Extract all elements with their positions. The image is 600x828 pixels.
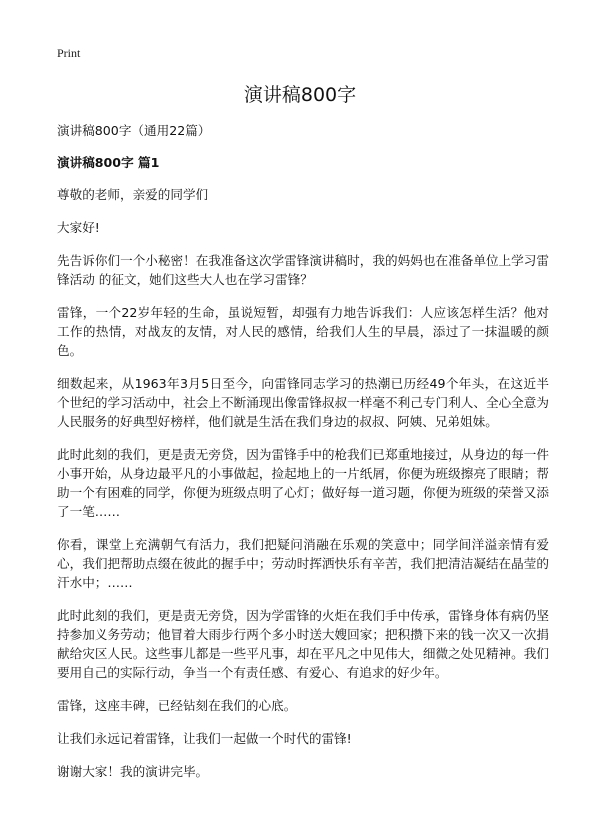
- paragraph: 雷锋，这座丰碑，已经钻刻在我们的心底。: [57, 698, 297, 713]
- paragraph: 先告诉你们一个小秘密！在我准备这次学雷锋演讲稿时，我的妈妈也在准备单位上学习雷锋活动 的征文，她们这些大人也在学习雷锋？: [57, 253, 549, 287]
- document-subtitle: 演讲稿800字（通用22篇）: [57, 123, 211, 138]
- closing: 谢谢大家！我的演讲完毕。: [57, 764, 209, 779]
- article-heading: 演讲稿800字 篇1: [57, 155, 160, 170]
- paragraph: 让我们永远记着雷锋，让我们一起做一个时代的雷锋!: [57, 731, 352, 746]
- greeting: 大家好!: [57, 220, 100, 235]
- paragraph: 你看，课堂上充满朝气有活力，我们把疑问消融在乐观的笑意中；同学间洋溢亲情有爱心，我们把帮助点缀在彼此的握手中；劳动时挥洒快乐有辛苦，我们把清洁凝结在晶莹的汗水中；……: [57, 537, 549, 590]
- document-body: [57, 121, 549, 795]
- paragraph: 此时此刻的我们，更是责无旁贷，因为学雷锋的火炬在我们手中传承，雷锋身体有病仍坚持参加义务劳动；他冒着大雨步行两个多小时送大嫂回家；把积攒下来的钱一次又一次捐献给灾区人民。这些事儿都是一些平凡事，却在平凡之中见伟大，细微之处见精神。我们要用自己的实际行动，争当一个有责任感、有爱心、有追求的好少年。: [57, 608, 549, 680]
- paragraph: 细数起来，从1963年3月5日至今，向雷锋同志学习的热潮已历经49个年头，在这近半个世纪的学习活动中，社会上不断涌现出像雷锋叔叔一样毫不利己专门利人、全心全意为人民服务的好典型好榜样，他们就是生活在我们身边的叔叔、阿姨、兄弟姐妹。: [57, 376, 549, 429]
- paragraph: 此时此刻的我们，更是责无旁贷，因为雷锋手中的枪我们已郑重地接过，从身边的每一件小事开始，从身边最平凡的小事做起，捡起地上的一片纸屑，你便为班级擦亮了眼睛；帮助一个有困难的同学，你便为班级点明了心灯；做好每一道习题，你便为班级的荣誉又添了一笔……: [57, 447, 549, 519]
- page-title: 演讲稿800字: [243, 84, 357, 106]
- salutation: 尊敬的老师，亲爱的同学们: [57, 187, 209, 202]
- paragraph: 雷锋，一个22岁年轻的生命，虽说短暂，却强有力地告诉我们：人应该怎样生活？他对工作的热情，对战友的友情，对人民的感情，给我们人生的早晨，添过了一抹温暖的颜色。: [57, 305, 549, 358]
- print-label: Print: [57, 46, 81, 60]
